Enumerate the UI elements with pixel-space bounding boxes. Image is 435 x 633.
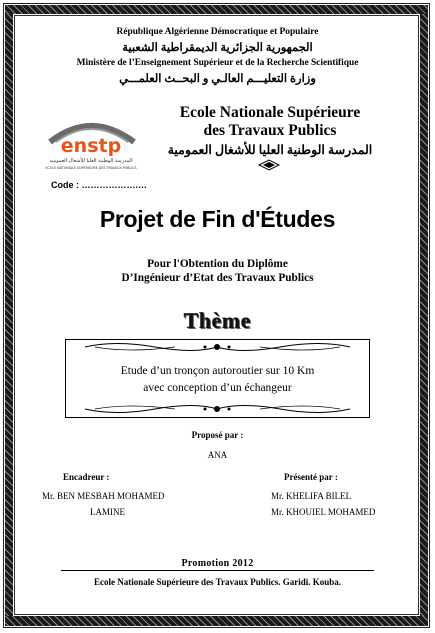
proposed-by-value: ANA bbox=[207, 450, 228, 460]
diamond-ornament-icon bbox=[258, 158, 280, 170]
logo-tagline-ar: المدرسة الوطنية العليا للأشغال العمومية bbox=[49, 158, 133, 164]
ornament-top-icon bbox=[75, 340, 360, 354]
page-border-band-top bbox=[5, 5, 428, 14]
promotion-year: Promotion 2012 bbox=[181, 558, 254, 569]
ministry-ar: وزارة التعليـــم العالـي و البحــث العلمـــي bbox=[119, 73, 316, 85]
school-name-ar: المدرسة الوطنية العليا للأشغال العمومية bbox=[167, 143, 373, 157]
code-field bbox=[51, 180, 147, 190]
obtention-line1: Pour l'Obtention du Diplôme bbox=[147, 258, 288, 270]
footer-address: Ecole Nationale Supérieure des Travaux Publics. Garidi. Kouba. bbox=[93, 577, 342, 587]
theme-line1: Etude d’un tronçon autoroutier sur 10 Km bbox=[120, 365, 315, 377]
theme-line2: avec conception d’un échangeur bbox=[143, 382, 292, 394]
presenter-name: Mr. KHELIFA BILEL bbox=[271, 491, 352, 501]
logo-tagline-fr: ECOLE NATIONALE SUPERIEURE DES TRAVAUX PUBLICS bbox=[45, 166, 137, 170]
supervisor-name-line1: Mr. BEN MESBAH MOHAMED bbox=[42, 491, 165, 501]
page-border-band-bottom bbox=[5, 616, 428, 626]
supervisor-label: Encadreur : bbox=[63, 472, 110, 482]
ornament-bottom-icon bbox=[75, 402, 360, 416]
republic-ar: الجمهورية الجزائرية الديمقراطية الشعبية bbox=[122, 42, 313, 54]
code-value: ……………….… bbox=[81, 180, 148, 190]
code-label: Code : bbox=[51, 180, 79, 190]
republic-fr: République Algérienne Démocratique et Populaire bbox=[116, 27, 319, 37]
obtention-line2: D’Ingénieur d’Etat des Travaux Publics bbox=[121, 272, 314, 284]
presenters-label: Présenté par : bbox=[284, 472, 338, 482]
school-name-line2: des Travaux Publics bbox=[203, 122, 337, 139]
school-name-line1: Ecole Nationale Supérieure bbox=[179, 104, 361, 121]
school-name bbox=[150, 104, 390, 140]
supervisor-name-line2: LAMINE bbox=[90, 507, 125, 517]
theme-heading: Thème bbox=[183, 308, 252, 333]
ministry-fr: Ministère de l’Enseignement Supérieur et de la Recherche Scientifique bbox=[76, 58, 359, 68]
presenter-name: Mr. KHOUIEL MOHAMED bbox=[271, 507, 376, 517]
proposed-by-label: Proposé par : bbox=[191, 430, 244, 440]
footer-divider bbox=[61, 570, 374, 571]
enstp-logo-graphic bbox=[42, 112, 140, 174]
logo-brand-text: enstp bbox=[60, 135, 122, 157]
page-title: Projet de Fin d'Études bbox=[99, 206, 336, 232]
enstp-logo bbox=[42, 112, 140, 174]
